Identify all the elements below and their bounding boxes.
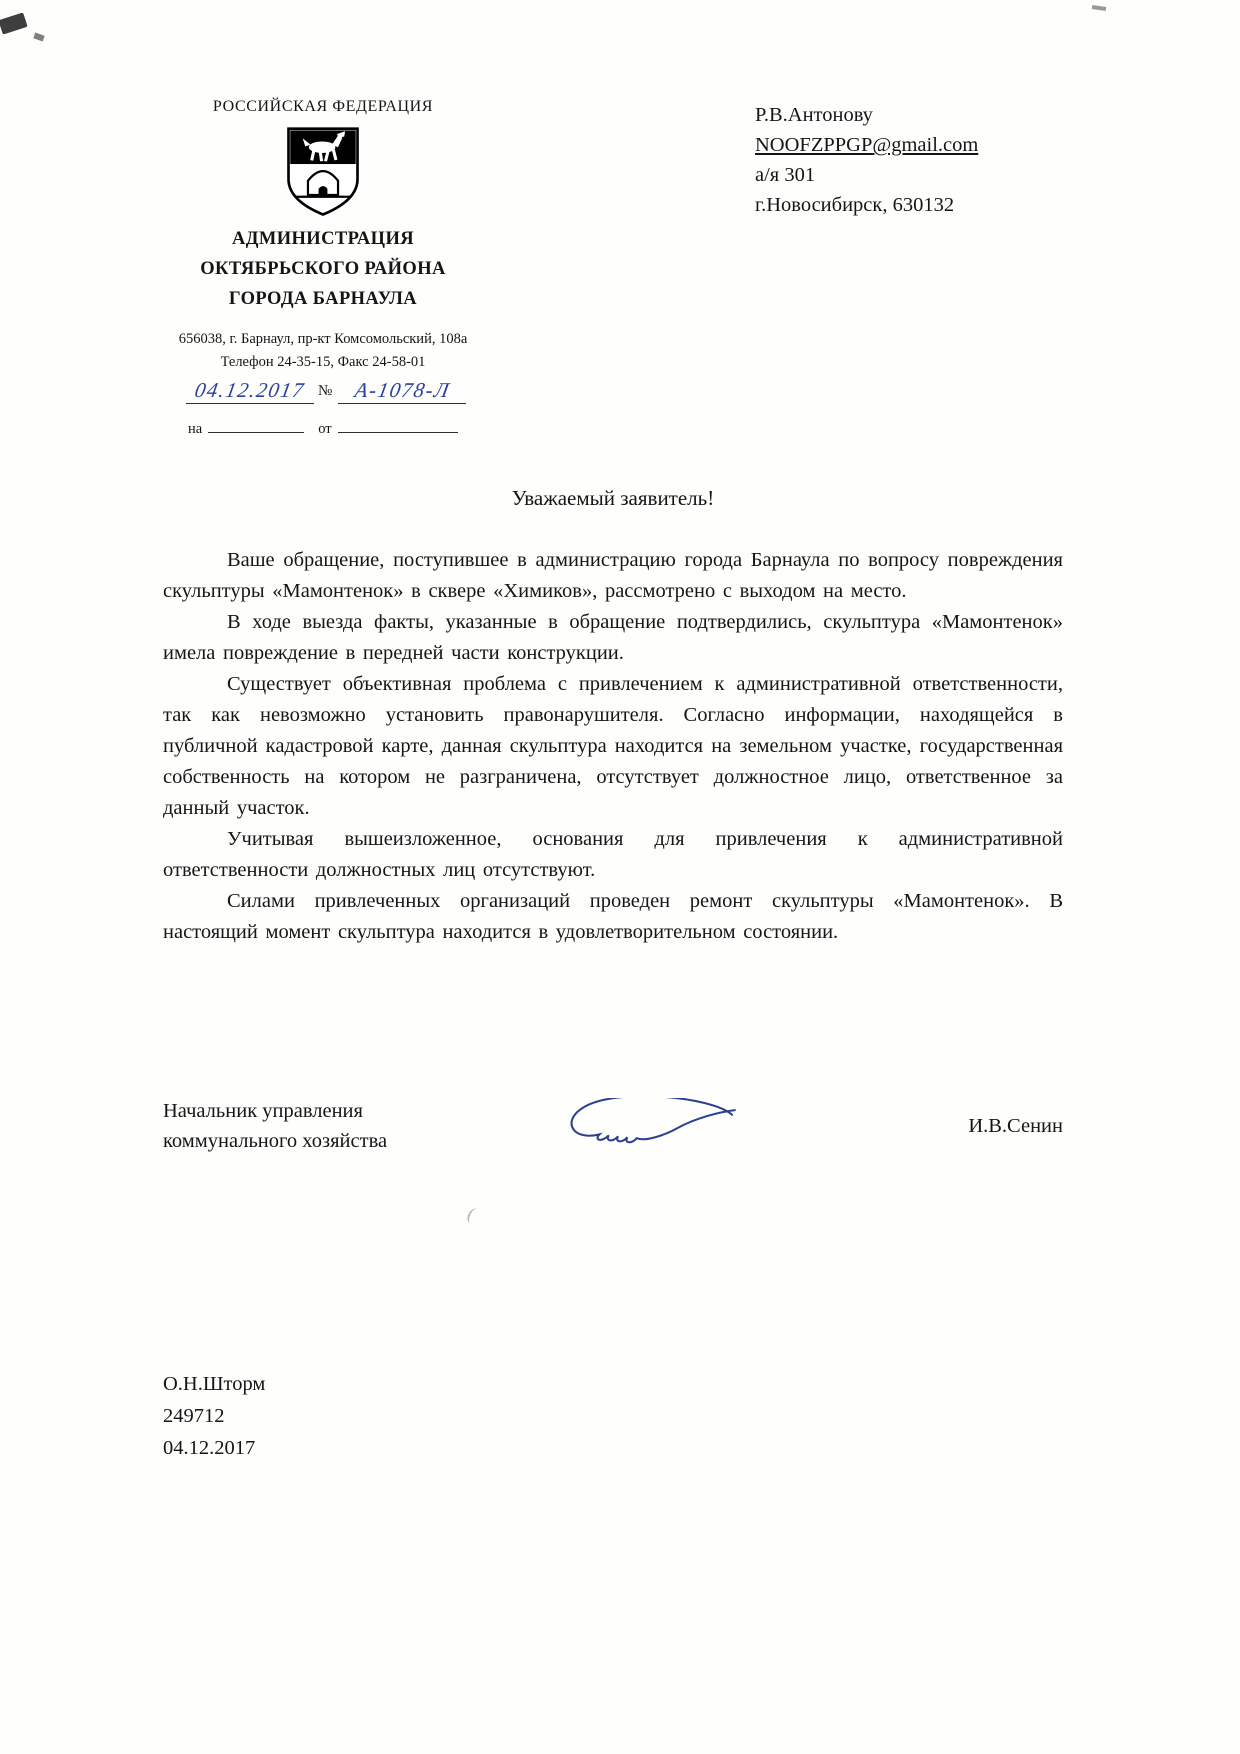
org-name-line2: ОКТЯБРЬСКОГО РАЙОНА	[200, 259, 446, 279]
scan-artifact	[33, 32, 44, 41]
recipient-block	[755, 100, 978, 220]
signer-name: И.В.Сенин	[968, 1114, 1063, 1137]
letter-date: 04.12.2017	[163, 1437, 256, 1459]
org-phone: Телефон 24-35-15, Факс 24-58-01	[220, 354, 426, 370]
ot-blank-line	[338, 418, 458, 433]
signature-ink-icon	[548, 1098, 748, 1154]
letter-body	[163, 486, 1063, 948]
recipient-city: г.Новосибирск, 630132	[755, 194, 955, 216]
paragraph: Существует объективная проблема с привлечением к административной ответственности, так как невозможно установить правонарушителя. Согласно информации, находящейся в публичной кадастровой карте, данная скульптура находится на земельном участке, государственная собственность на котором не разграничена, отсутствует должностное лицо, ответственное за данный участок.	[163, 673, 1063, 819]
letterhead	[148, 98, 498, 438]
country-label: РОССИЙСКАЯ ФЕДЕРАЦИЯ	[212, 98, 434, 115]
org-name-line1: АДМИНИСТРАЦИЯ	[231, 229, 415, 249]
executor-block	[163, 1368, 265, 1464]
signer-position	[163, 1096, 387, 1156]
scan-artifact	[1092, 5, 1106, 11]
recipient-name: Р.В.Антонову	[755, 104, 873, 126]
paragraph: В ходе выезда факты, указанные в обращение подтвердились, скульптура «Мамонтенок» имела повреждение в передней части конструкции.	[163, 611, 1063, 664]
doc-number-underline	[338, 378, 466, 404]
ot-label: от	[318, 421, 332, 437]
scan-artifact	[0, 12, 28, 34]
salutation: Уважаемый заявитель!	[511, 486, 715, 510]
org-address: 656038, г. Барнаул, пр-кт Комсомольский, 108а	[178, 331, 468, 347]
number-sign: №	[318, 383, 333, 399]
executor-name: О.Н.Шторм	[163, 1373, 266, 1395]
scan-artifact	[466, 1207, 482, 1226]
na-blank-line	[208, 418, 304, 433]
doc-date-underline	[186, 378, 314, 404]
signature-row	[163, 1096, 1063, 1156]
reference-row	[148, 418, 498, 438]
executor-phone: 249712	[163, 1405, 225, 1427]
signer-position-line2: коммунального хозяйства	[163, 1130, 388, 1152]
na-label: на	[188, 421, 203, 437]
recipient-email: NOOFZPPGP@gmail.com	[755, 134, 979, 156]
paragraph: Силами привлеченных организаций проведен ремонт скульптуры «Мамонтенок». В настоящий момент скульптура находится в удовлетворительном состоянии.	[163, 890, 1063, 943]
handwritten-number: А-1078-Л	[352, 378, 453, 402]
org-name-line3: ГОРОДА БАРНАУЛА	[228, 289, 418, 309]
paragraph: Ваше обращение, поступившее в администрацию города Барнаула по вопросу повреждения скульптуры «Мамонтенок» в сквере «Химиков», рассмотрено с выходом на место.	[163, 549, 1063, 602]
handwritten-date: 04.12.2017	[193, 378, 307, 402]
doc-number-row	[148, 378, 498, 410]
paragraph: Учитывая вышеизложенное, основания для привлечения к административной ответственности должностных лиц отсутствуют.	[163, 828, 1063, 881]
recipient-po-box: а/я 301	[755, 164, 816, 186]
signer-position-line1: Начальник управления	[163, 1100, 363, 1122]
coat-of-arms-icon	[283, 126, 363, 218]
